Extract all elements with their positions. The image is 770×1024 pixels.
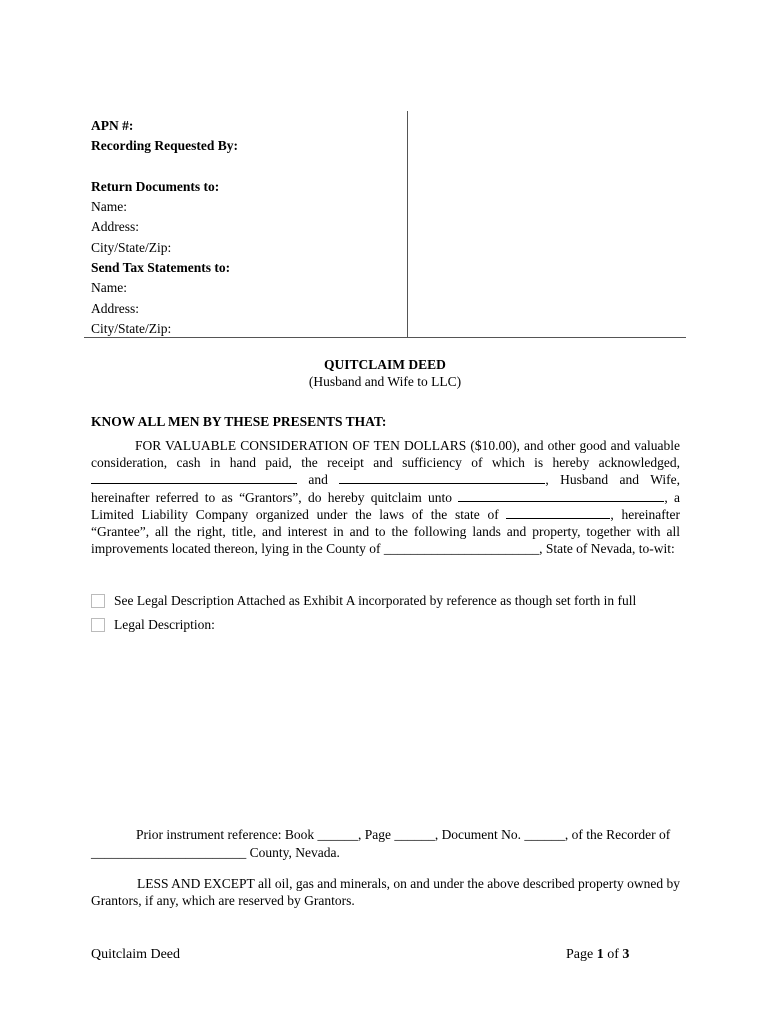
less-except-paragraph: LESS AND EXCEPT all oil, gas and minerals, on and under the above described property owned by Grantors, if any, which are reserved by Grantors. bbox=[91, 876, 680, 908]
grant-intro-text: FOR VALUABLE CONSIDERATION OF TEN DOLLARS ($10.00), and other good and valuable consideration, cash in hand paid, the receipt and sufficiency of which is hereby acknowledged, bbox=[91, 438, 680, 470]
prior-reference-line1: Prior instrument reference: Book ______, Page ______, Document No. ______, of the Recorder of bbox=[136, 827, 671, 842]
tax-name-label: Name: bbox=[91, 280, 127, 296]
legal-description-option[interactable] bbox=[91, 616, 215, 634]
grantor2-blank[interactable] bbox=[339, 471, 545, 484]
page-prefix: Page bbox=[566, 947, 594, 962]
state-blank[interactable] bbox=[506, 506, 610, 519]
tax-city-label: City/State/Zip: bbox=[91, 320, 172, 336]
page-total: 3 bbox=[622, 947, 630, 962]
grantee-blank[interactable] bbox=[458, 489, 664, 502]
prior-reference-line2: _______________________ County, Nevada. bbox=[91, 845, 340, 860]
grantor1-blank[interactable] bbox=[91, 471, 297, 484]
return-address-label: Address: bbox=[91, 219, 139, 235]
footer-doc-title: Quitclaim Deed bbox=[91, 947, 181, 962]
page-number bbox=[566, 947, 629, 963]
tax-address-label: Address: bbox=[91, 300, 139, 316]
send-tax-label: Send Tax Statements to: bbox=[91, 260, 231, 276]
legal-description-checkbox[interactable] bbox=[91, 618, 105, 632]
return-city-label: City/State/Zip: bbox=[91, 239, 172, 255]
page-current: 1 bbox=[596, 947, 604, 962]
page-of: of bbox=[607, 947, 619, 962]
deed-subtitle: (Husband and Wife to LLC) bbox=[308, 374, 462, 389]
legal-description-label: Legal Description: bbox=[114, 617, 215, 632]
exhibit-a-option[interactable] bbox=[91, 592, 636, 610]
header-vertical-divider bbox=[407, 111, 408, 338]
husband-wife-text: , Husband and Wife, hereinafter referred to as “Grantors”, do hereby quitclaim unto bbox=[91, 472, 681, 505]
apn-label: APN #: bbox=[91, 118, 134, 133]
return-name-label: Name: bbox=[91, 199, 127, 215]
recording-header bbox=[91, 116, 401, 339]
recording-requested-label: Recording Requested By: bbox=[91, 138, 238, 154]
know-all-men-heading: KNOW ALL MEN BY THESE PRESENTS THAT: bbox=[91, 414, 387, 429]
deed-title: QUITCLAIM DEED bbox=[324, 357, 446, 372]
grantee-rest-text: , hereinafter “Grantee”, all the right, title, and interest in and to the following lands and property, together with all improvements located thereon, lying in the County of _______________________, State of Nevada, to-wit: bbox=[91, 507, 680, 556]
grant-paragraph bbox=[91, 438, 680, 557]
exhibit-a-checkbox[interactable] bbox=[91, 594, 105, 608]
grant-and-text: and bbox=[308, 472, 328, 488]
exhibit-a-label: See Legal Description Attached as Exhibit A incorporated by reference as though set forth in full bbox=[114, 593, 637, 608]
header-horizontal-divider bbox=[84, 337, 686, 338]
return-documents-label: Return Documents to: bbox=[91, 178, 220, 194]
llc-text: , a Limited Liability Company organized under the laws of the state of bbox=[91, 489, 680, 523]
